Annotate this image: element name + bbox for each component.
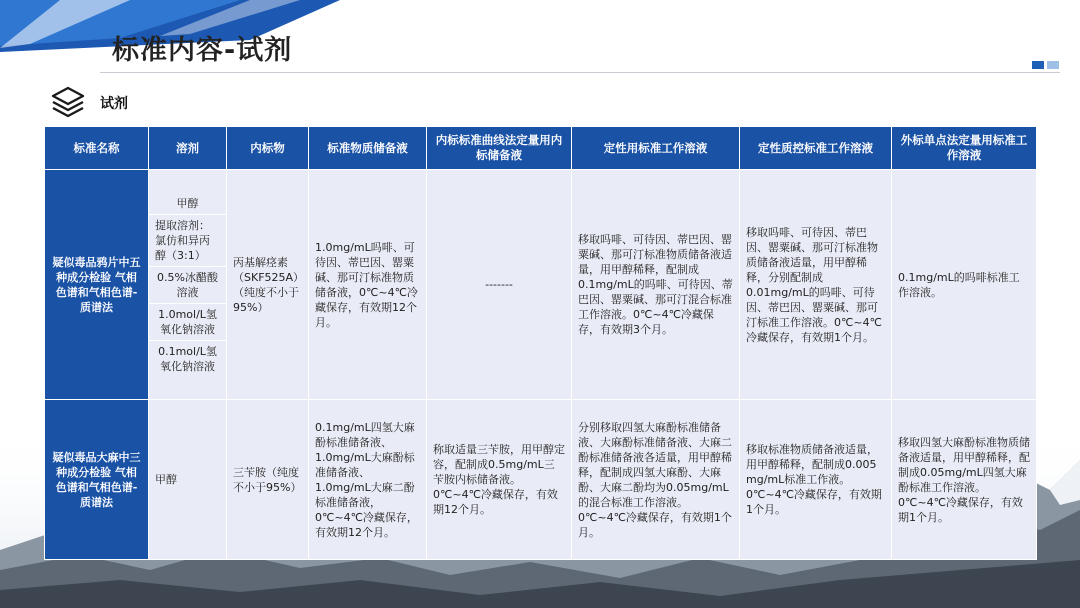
table-row bbox=[45, 400, 1037, 560]
header-solvent: 溶剂 bbox=[149, 127, 227, 170]
header-qc-working: 定性质控标准工作溶液 bbox=[740, 127, 892, 170]
solvent-item: 提取溶剂：氯仿和异丙醇（3:1） bbox=[149, 215, 226, 267]
table-header-row bbox=[45, 127, 1037, 170]
standard-name-cell: 疑似毒品鸦片中五种成分检验 气相色谱和气相色谱-质谱法 bbox=[45, 170, 149, 400]
header-is-stock-solution: 内标标准曲线法定量用内标储备液 bbox=[427, 127, 572, 170]
internal-standard-cell: 丙基解痉素（SKF525A）（纯度不小于95%） bbox=[227, 170, 309, 400]
header-external-working: 外标单点法定量用标准工作溶液 bbox=[892, 127, 1037, 170]
solvent-item: 1.0mol/L氢氧化钠溶液 bbox=[149, 304, 226, 341]
standard-name-cell: 疑似毒品大麻中三种成分检验 气相色谱和气相色谱-质谱法 bbox=[45, 400, 149, 560]
internal-standard-cell: 三苄胺（纯度不小于95%） bbox=[227, 400, 309, 560]
title-accent-bar-light bbox=[1047, 61, 1059, 69]
header-internal-standard: 内标物 bbox=[227, 127, 309, 170]
qc-working-cell: 移取标准物质储备液适量，用甲醇稀释，配制成0.005 mg/mL标准工作液。0℃~4℃冷藏保存，有效期1个月。 bbox=[740, 400, 892, 560]
section-subtitle: 试剂 bbox=[100, 96, 128, 112]
title-accent-bar bbox=[1032, 61, 1044, 69]
header-stock-solution: 标准物质储备液 bbox=[309, 127, 427, 170]
header-standard-name: 标准名称 bbox=[45, 127, 149, 170]
qc-working-cell: 移取吗啡、可待因、蒂巴因、罂粟碱、那可汀标准物质储备液适量，用甲醇稀释，分别配制成0.01mg/mL的吗啡、可待因、蒂巴因、罂粟碱、那可汀标准工作溶液。0℃~4℃冷藏保存，有效期1个月。 bbox=[740, 170, 892, 400]
external-working-cell: 移取四氢大麻酚标准物质储备液适量，用甲醇稀释，配制成0.05mg/mL四氢大麻酚标准工作溶液。0℃~4℃冷藏保存，有效期1个月。 bbox=[892, 400, 1037, 560]
external-working-cell: 0.1mg/mL的吗啡标准工作溶液。 bbox=[892, 170, 1037, 400]
solvent-cell bbox=[149, 170, 227, 400]
table-row bbox=[45, 170, 1037, 400]
header-qualitative-working: 定性用标准工作溶液 bbox=[572, 127, 740, 170]
solvent-item: 0.1mol/L氢氧化钠溶液 bbox=[158, 344, 217, 373]
qualitative-working-cell: 分别移取四氢大麻酚标准储备液、大麻酚标准储备液、大麻二酚标准储备液各适量，用甲醇稀释，配制成四氢大麻酚、大麻酚、大麻二酚均为0.05mg/mL的混合标准工作溶液。0℃~4℃冷藏保存，有效期1个月。 bbox=[572, 400, 740, 560]
solvent-cell: 甲醇 bbox=[149, 400, 227, 560]
stock-solution-cell: 1.0mg/mL吗啡、可待因、蒂巴因、罂粟碱、那可汀标准物质储备液，0℃~4℃冷藏保存，有效期12个月。 bbox=[309, 170, 427, 400]
solvent-item: 甲醇 bbox=[149, 193, 226, 215]
is-stock-cell: 称取适量三苄胺，用甲醇定容，配制成0.5mg/mL三苄胺内标储备液。0℃~4℃冷藏保存，有效期12个月。 bbox=[427, 400, 572, 560]
qualitative-working-cell: 移取吗啡、可待因、蒂巴因、罂粟碱、那可汀标准物质储备液适量，用甲醇稀释，配制成0.1mg/mL的吗啡、可待因、蒂巴因、罂粟碱、那可汀混合标准工作溶液。0℃~4℃冷藏保存，有效期3个月。 bbox=[572, 170, 740, 400]
stock-solution-cell: 0.1mg/mL四氢大麻酚标准储备液、1.0mg/mL大麻酚标准储备液、1.0mg/mL大麻二酚标准储备液，0℃~4℃冷藏保存，有效期12个月。 bbox=[309, 400, 427, 560]
reagent-table bbox=[44, 126, 1037, 560]
solvent-item: 0.5%冰醋酸溶液 bbox=[149, 267, 226, 304]
is-stock-cell: ------- bbox=[427, 170, 572, 400]
title-divider bbox=[100, 72, 1060, 73]
page-title: 标准内容-试剂 bbox=[112, 35, 293, 66]
layers-icon bbox=[50, 84, 86, 120]
